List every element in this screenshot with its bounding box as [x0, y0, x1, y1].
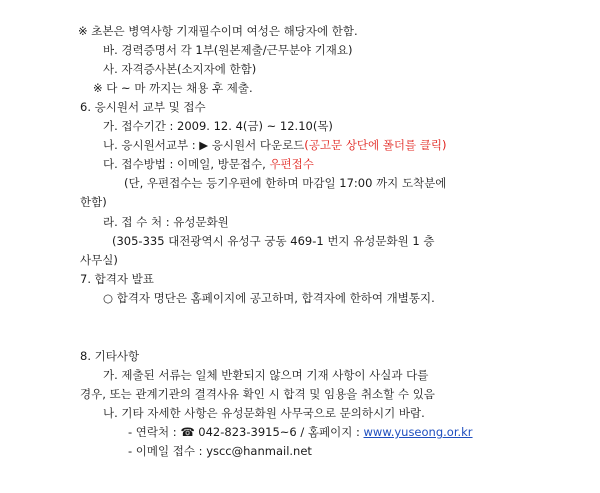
section-7-heading: 7. 합격자 발표: [80, 272, 154, 286]
postal-submission: 우편접수: [269, 157, 314, 171]
address-line-2: 사무실): [80, 253, 118, 267]
note-submit-after-hire: ※ 다 ~ 마 까지는 채용 후 제출.: [93, 81, 253, 95]
other-item-na: 나. 기타 자세한 사항은 유성문화원 사무국으로 문의하시기 바람.: [103, 406, 425, 420]
other-item-ga-line-2: 경우, 또는 관계기관의 결격사유 확인 시 합격 및 임용을 취소할 수 있음: [80, 387, 435, 401]
contact-phone: - 연락처 : ☎ 042-823-3915~6 / 홈페이지 :: [128, 425, 364, 439]
other-item-ga-line-1: 가. 제출된 서류는 일체 반환되지 않으며 기재 사항이 사실과 다를: [103, 368, 429, 382]
submission-place: 라. 접 수 처 : 유성문화원: [103, 215, 229, 229]
item-license-copy: 사. 자격증사본(소지자에 한함): [103, 62, 257, 76]
email-submission: - 이메일 접수 : yscc@hanmail.net: [128, 444, 312, 458]
postal-detail-line-2: 한함): [80, 195, 107, 209]
section-8-heading: 8. 기타사항: [80, 349, 140, 363]
application-method-text: 다. 접수방법 : 이메일, 방문접수,: [103, 157, 270, 171]
successful-applicant-announcement: ○ 합격자 명단은 홈페이지에 공고하며, 합격자에 한하여 개별통지.: [103, 291, 435, 305]
homepage-link[interactable]: www.yuseong.or.kr: [363, 425, 473, 439]
item-career-certificate: 바. 경력증명서 각 1부(원본제출/근무분야 기재요): [103, 43, 353, 57]
note-original-doc: ※ 초본은 병역사항 기재필수이며 여성은 해당자에 한함.: [78, 24, 358, 38]
application-period: 가. 접수기간 : 2009. 12. 4(금) ~ 12.10(목): [103, 119, 333, 133]
application-method: [103, 156, 314, 172]
postal-detail-line-1: (단, 우편접수는 등기우편에 한하며 마감일 17:00 까지 도착분에: [124, 176, 447, 190]
application-form-download[interactable]: 나. 응시원서교부 : ▶ 응시원서 다운로드: [103, 138, 305, 152]
address-line-1: (305-335 대전광역시 유성구 궁동 469-1 번지 유성문화원 1 층: [112, 234, 435, 248]
download-instruction: (공고문 상단에 폴더를 클릭): [304, 138, 447, 152]
application-form-issue: [103, 137, 446, 153]
contact-line: [128, 424, 473, 440]
section-6-heading: 6. 응시원서 교부 및 접수: [80, 100, 206, 114]
